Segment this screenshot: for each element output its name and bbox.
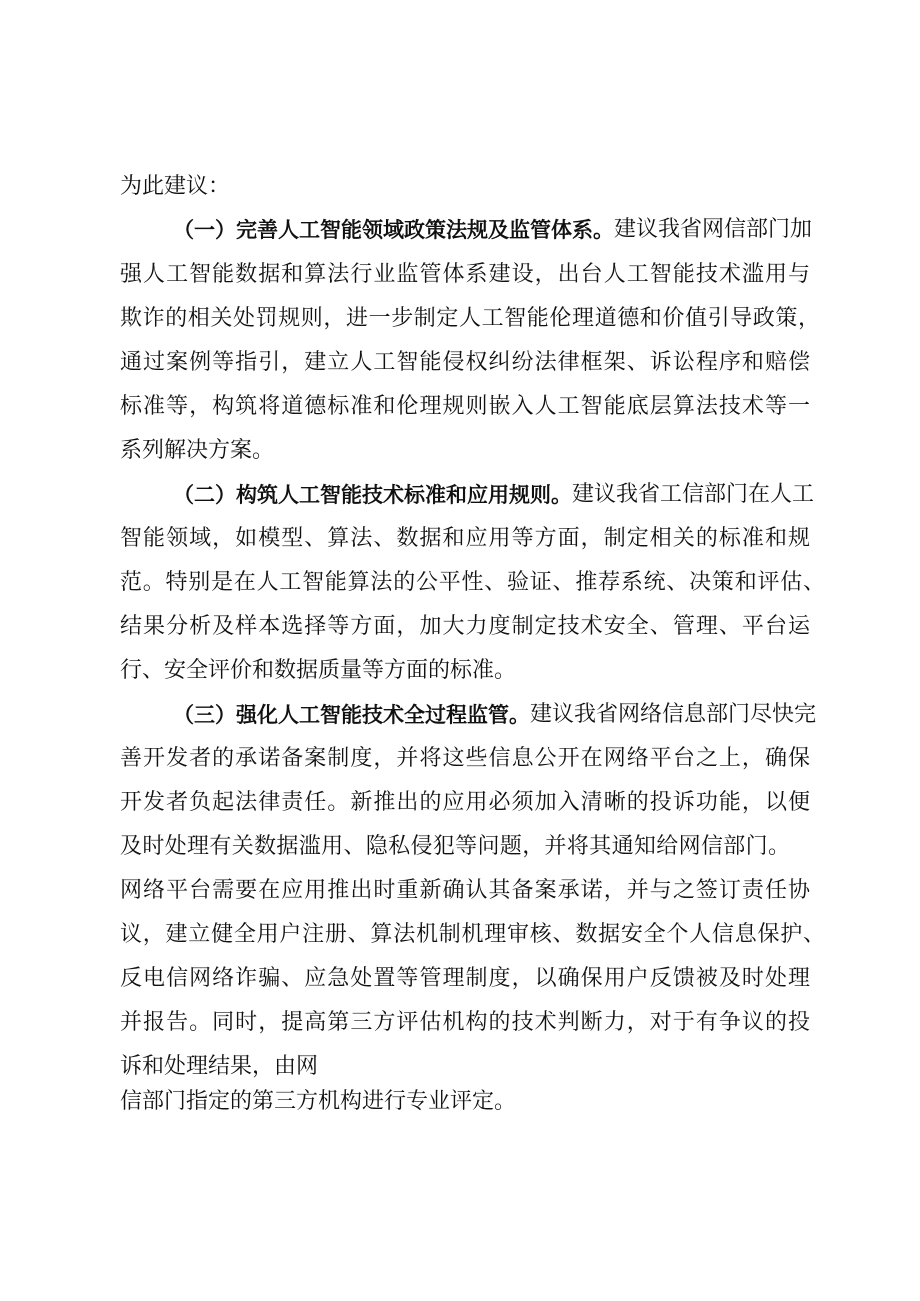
section-1-line-4: 通过案例等指引，建立人工智能侵权纠纷法律框架、诉讼程序和赔偿	[120, 350, 810, 375]
section-3-line-9: 诉和处理结果，由网	[120, 1054, 319, 1079]
section-3-line-1-text: 建议我省网络信息部门尽快完	[530, 702, 817, 727]
section-1-line-1-text: 建议我省网信部门加	[614, 217, 813, 242]
section-3-line-8: 并报告。同时，提高第三方评估机构的技术判断力，对于有争议的投	[120, 1010, 810, 1035]
section-2-first-line	[173, 475, 813, 515]
section-3-line-7: 反电信网络诈骗、应急处置等管理制度，以确保用户反馈被及时处理	[120, 966, 810, 991]
section-2-line-5: 行、安全评价和数据质量等方面的标准。	[120, 658, 517, 683]
section-3-line-3: 开发者负起法律责任。新推出的应用必须加入清晰的投诉功能，以便	[120, 790, 810, 815]
section-2-heading: （二）构筑人工智能技术标准和应用规则。	[173, 483, 572, 507]
section-3-line-5: 网络平台需要在应用推出时重新确认其备案承诺，并与之签订责任协	[120, 878, 810, 903]
section-2-line-4: 结果分析及样本选择等方面，加大力度制定技术安全、管理、平台运	[120, 614, 810, 639]
section-3-line-2: 善开发者的承诺备案制度，并将这些信息公开在网络平台之上，确保	[120, 746, 810, 771]
section-1-heading: （一）完善人工智能领域政策法规及监管体系。	[173, 218, 614, 242]
section-3-line-10: 信部门指定的第三方机构进行专业评定。	[120, 1089, 517, 1114]
section-1-first-line	[173, 210, 813, 250]
section-1-line-6: 系列解决方案。	[120, 438, 275, 463]
section-3-heading: （三）强化人工智能技术全过程监管。	[173, 703, 530, 727]
section-2-line-1-text: 建议我省工信部门在人工	[572, 482, 815, 507]
section-2-line-2: 智能领域，如模型、算法、数据和应用等方面，制定相关的标准和规	[120, 526, 810, 551]
section-2-line-3: 范。特别是在人工智能算法的公平性、验证、推荐系统、决策和评估、	[120, 570, 825, 595]
section-1-line-5: 标准等，构筑将道德标准和伦理规则嵌入人工智能底层算法技术等一	[120, 394, 810, 419]
section-1-line-3: 欺诈的相关处罚规则，进一步制定人工智能伦理道德和价值引导政策，	[120, 306, 820, 331]
section-1-line-2: 强人工智能数据和算法行业监管体系建设，出台人工智能技术滥用与	[120, 262, 810, 287]
section-3-line-6: 议，建立健全用户注册、算法机制机理审核、数据安全个人信息保护、	[120, 922, 825, 947]
section-3-first-line	[173, 695, 817, 735]
intro-line: 为此建议：	[120, 174, 231, 199]
section-3-line-4: 及时处理有关数据滥用、隐私侵犯等问题，并将其通知给网信部门。	[120, 834, 790, 859]
